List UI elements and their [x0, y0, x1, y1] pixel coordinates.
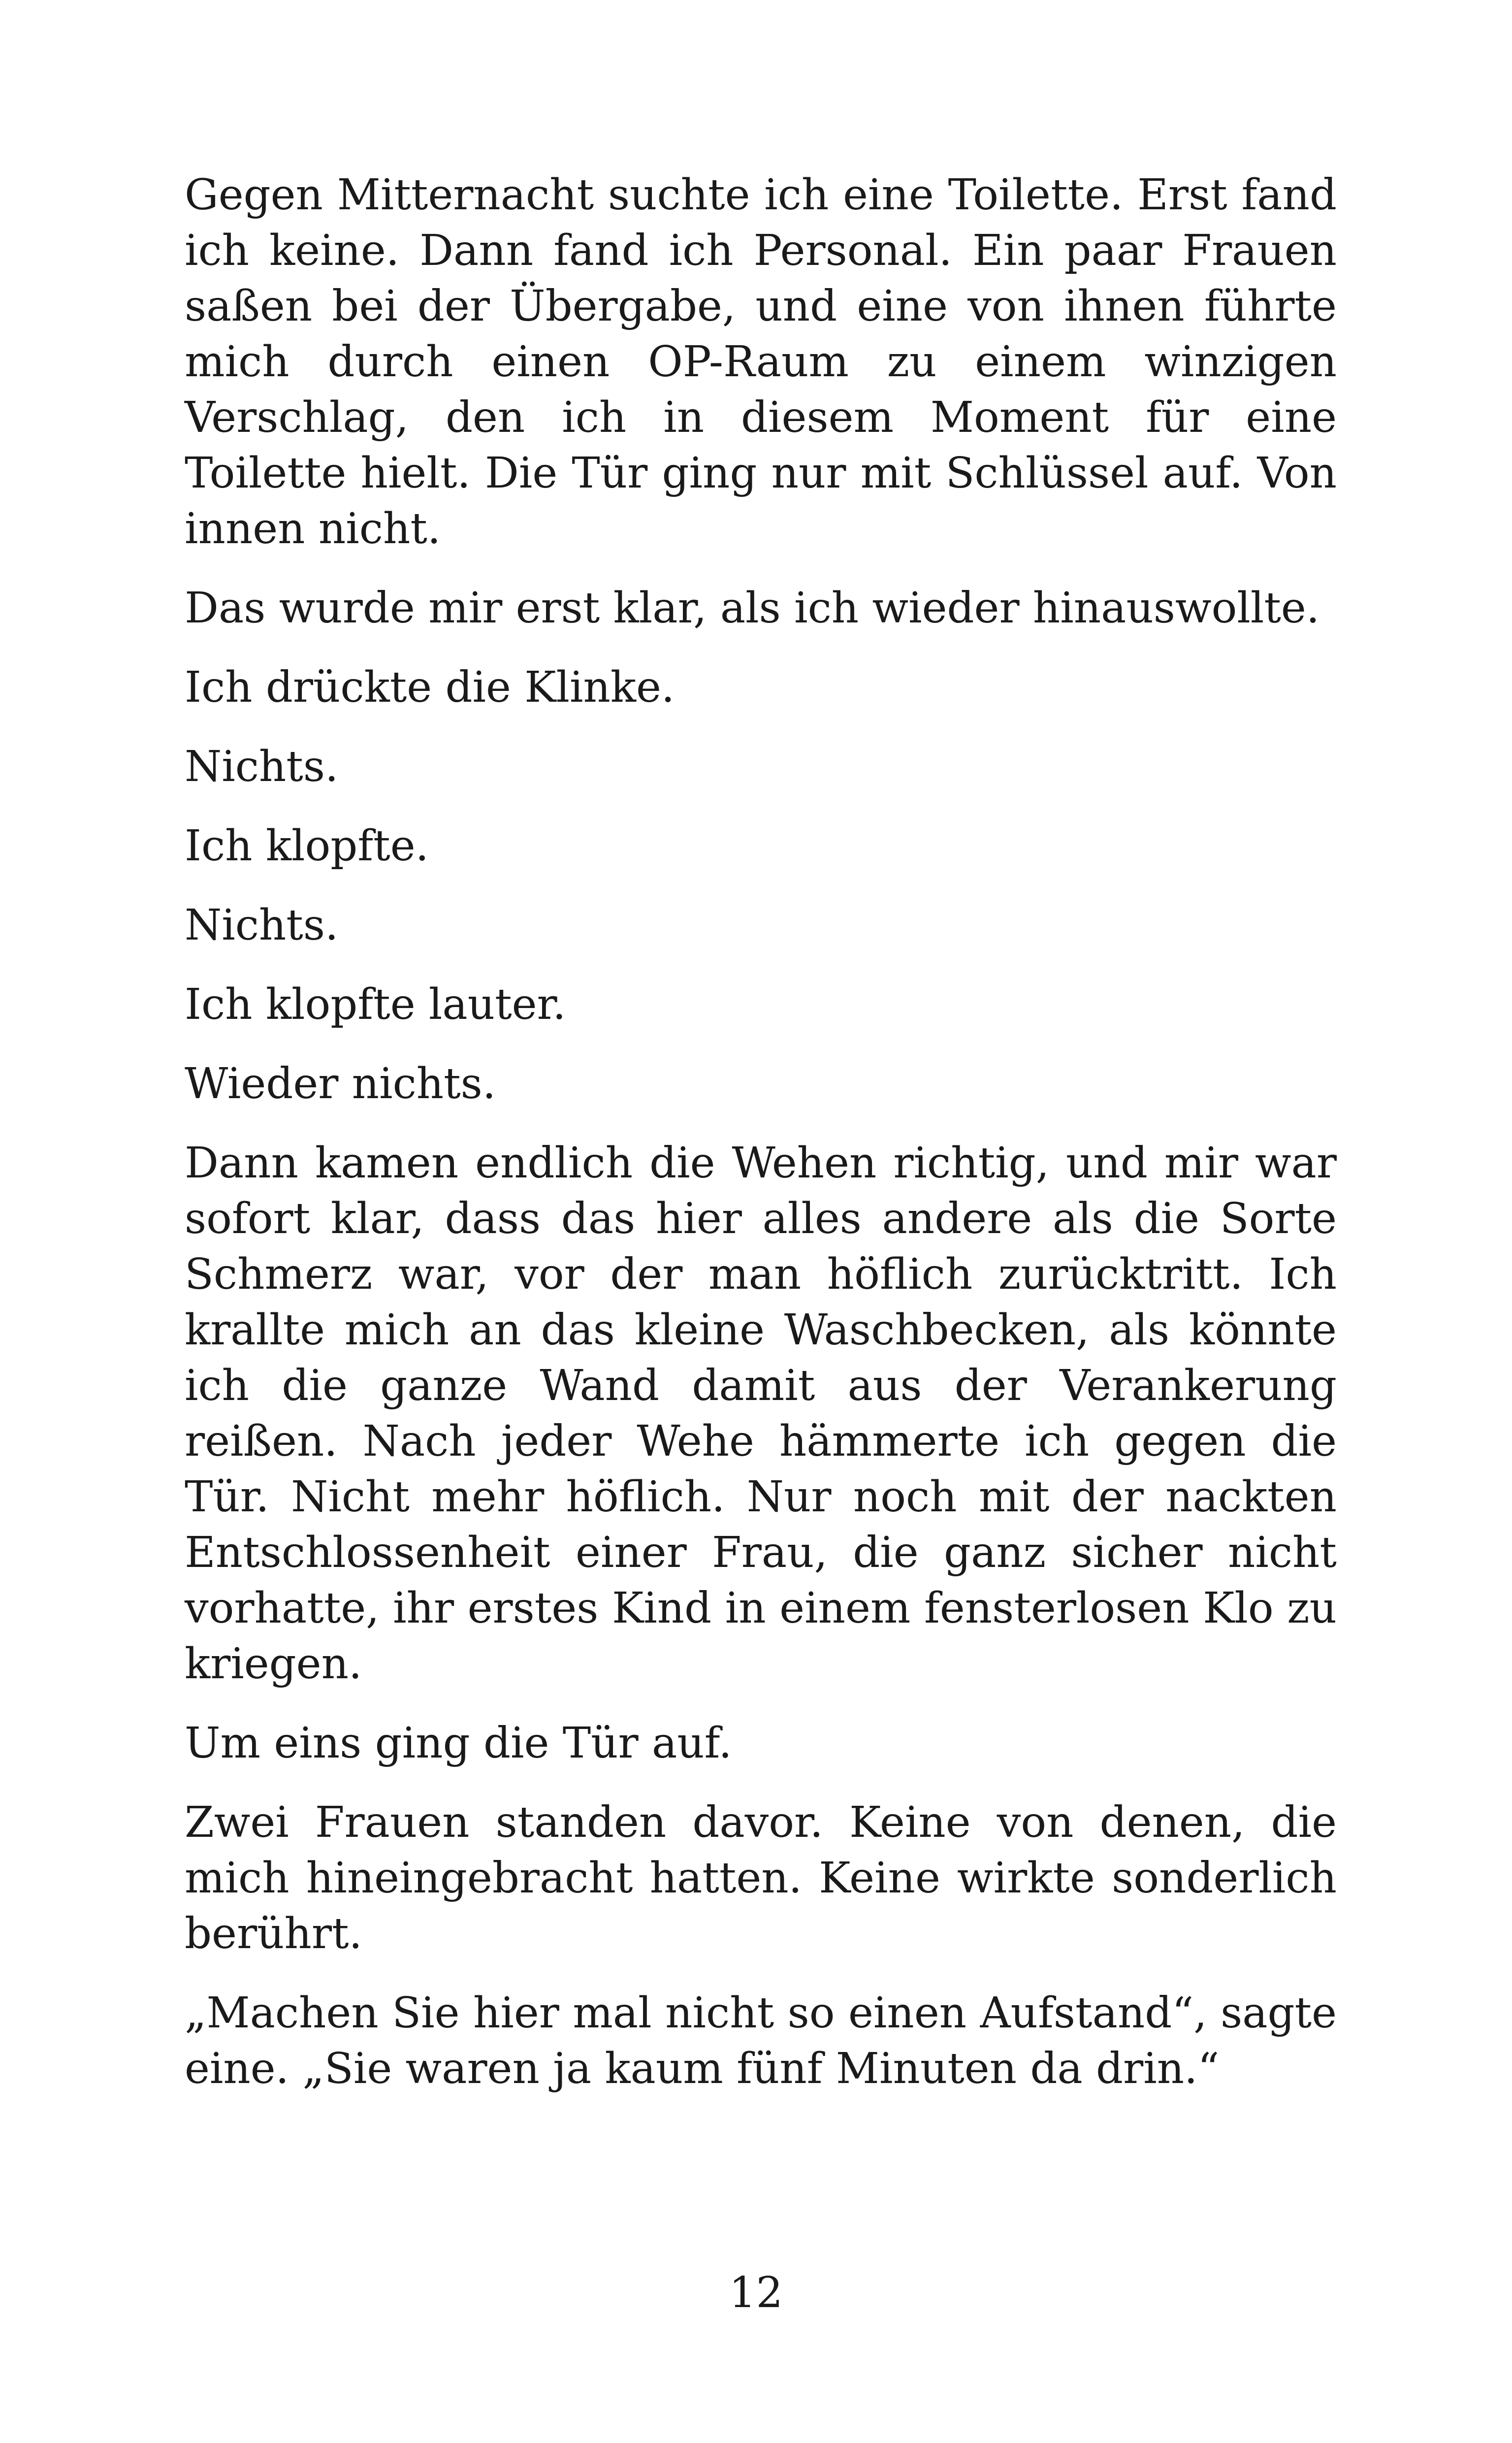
paragraph-2: Das wurde mir erst klar, als ich wieder hinauswollte. — [185, 584, 1320, 633]
paragraph-3: Ich drückte die Klinke. — [185, 663, 675, 712]
paragraph-12: „Machen Sie hier mal nicht so einen Aufstand“, sagte eine. „Sie waren ja kaum fünf Minuten da drin.“ — [185, 1988, 1337, 2093]
paragraph-6: Nichts. — [185, 901, 339, 950]
paragraph-1: Gegen Mitternacht suchte ich eine Toilette. Erst fand ich keine. Dann fand ich Personal. Ein paar Frauen saßen bei der Übergabe, und eine von ihnen führte mich durch einen OP-Raum zu einem winzigen Verschlag, den ich in diesem Moment für eine Toilette hielt. Die Tür ging nur mit Schlüssel auf. Von innen nicht. — [185, 170, 1337, 554]
page-number: 12 — [729, 2268, 783, 2317]
paragraph-11: Zwei Frauen standen davor. Keine von denen, die mich hineingebracht hatten. Keine wirkte sonderlich berührt. — [185, 1798, 1337, 1958]
document-body — [185, 167, 1337, 2120]
paragraph-10: Um eins ging die Tür auf. — [185, 1719, 732, 1768]
paragraph-7: Ich klopfte lauter. — [185, 980, 566, 1029]
paragraph-4: Nichts. — [185, 742, 339, 791]
paragraph-8: Wieder nichts. — [185, 1059, 496, 1108]
paragraph-9: Dann kamen endlich die Wehen richtig, und mir war sofort klar, dass das hier alles andere als die Sorte Schmerz war, vor der man höflich zurücktritt. Ich krallte mich an das kleine Waschbecken, als könnte ich die ganze Wand damit aus der Verankerung reißen. Nach jeder Wehe hämmerte ich gegen die Tür. Nicht mehr höflich. Nur noch mit der nackten Entschlossenheit einer Frau, die ganz sicher nicht vorhatte, ihr erstes Kind in einem fensterlosen Klo zu kriegen. — [185, 1139, 1337, 1689]
paragraph-5: Ich klopfte. — [185, 821, 429, 871]
